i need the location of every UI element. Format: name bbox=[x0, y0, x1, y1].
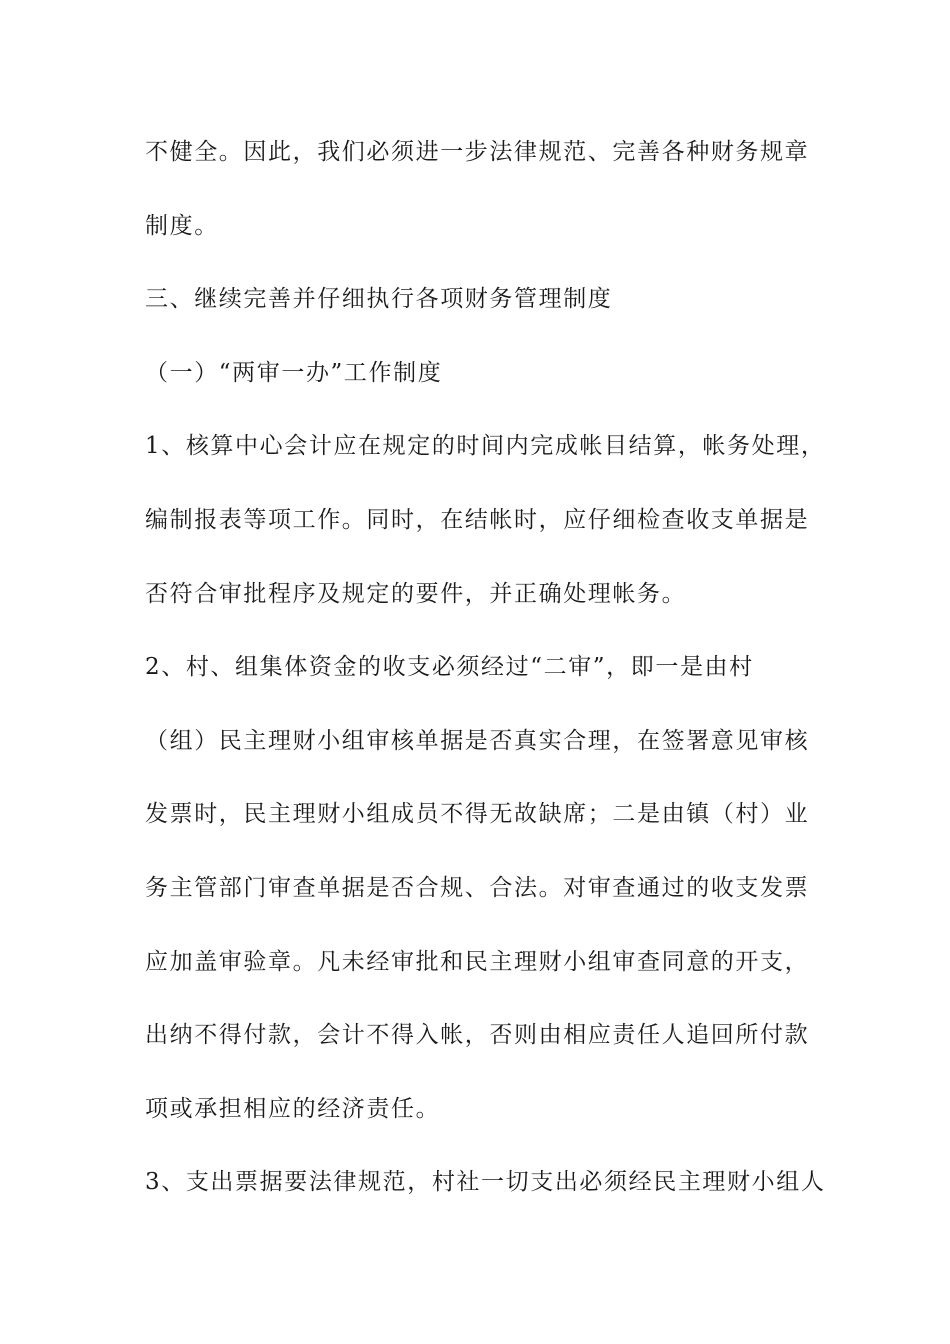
text-line: 务主管部门审查单据是否合规、合法。对审查通过的收支发票 bbox=[145, 874, 810, 901]
text-line: 3、支出票据要法律规范，村社一切支出必须经民主理财小组人 bbox=[145, 1169, 826, 1196]
text-line: 应加盖审验章。凡未经审批和民主理财小组审查同意的开支， bbox=[145, 948, 810, 975]
text-line: 出纳不得付款，会计不得入帐，否则由相应责任人追回所付款 bbox=[145, 1022, 810, 1049]
text-line: 发票时，民主理财小组成员不得无故缺席；二是由镇（村）业 bbox=[145, 801, 810, 828]
text-line: 2、村、组集体资金的收支必须经过“二审”，即一是由村 bbox=[145, 654, 754, 681]
subsection-heading: （一）“两审一办”工作制度 bbox=[145, 359, 443, 386]
text-line: 1、核算中心会计应在规定的时间内完成帐目结算，帐务处理， bbox=[145, 433, 826, 460]
text-line: 否符合审批程序及规定的要件，并正确处理帐务。 bbox=[145, 580, 687, 607]
text-line: 制度。 bbox=[145, 212, 219, 239]
text-line: 项或承担相应的经济责任。 bbox=[145, 1095, 441, 1122]
section-heading: 三、继续完善并仔细执行各项财务管理制度 bbox=[145, 286, 613, 313]
text-line: 编制报表等项工作。同时，在结帐时，应仔细检查收支单据是 bbox=[145, 506, 810, 533]
text-line: （组）民主理财小组审核单据是否真实合理，在签署意见审核 bbox=[145, 727, 810, 754]
text-line: 不健全。因此，我们必须进一步法律规范、完善各种财务规章 bbox=[145, 139, 810, 165]
document-body bbox=[145, 124, 826, 1228]
